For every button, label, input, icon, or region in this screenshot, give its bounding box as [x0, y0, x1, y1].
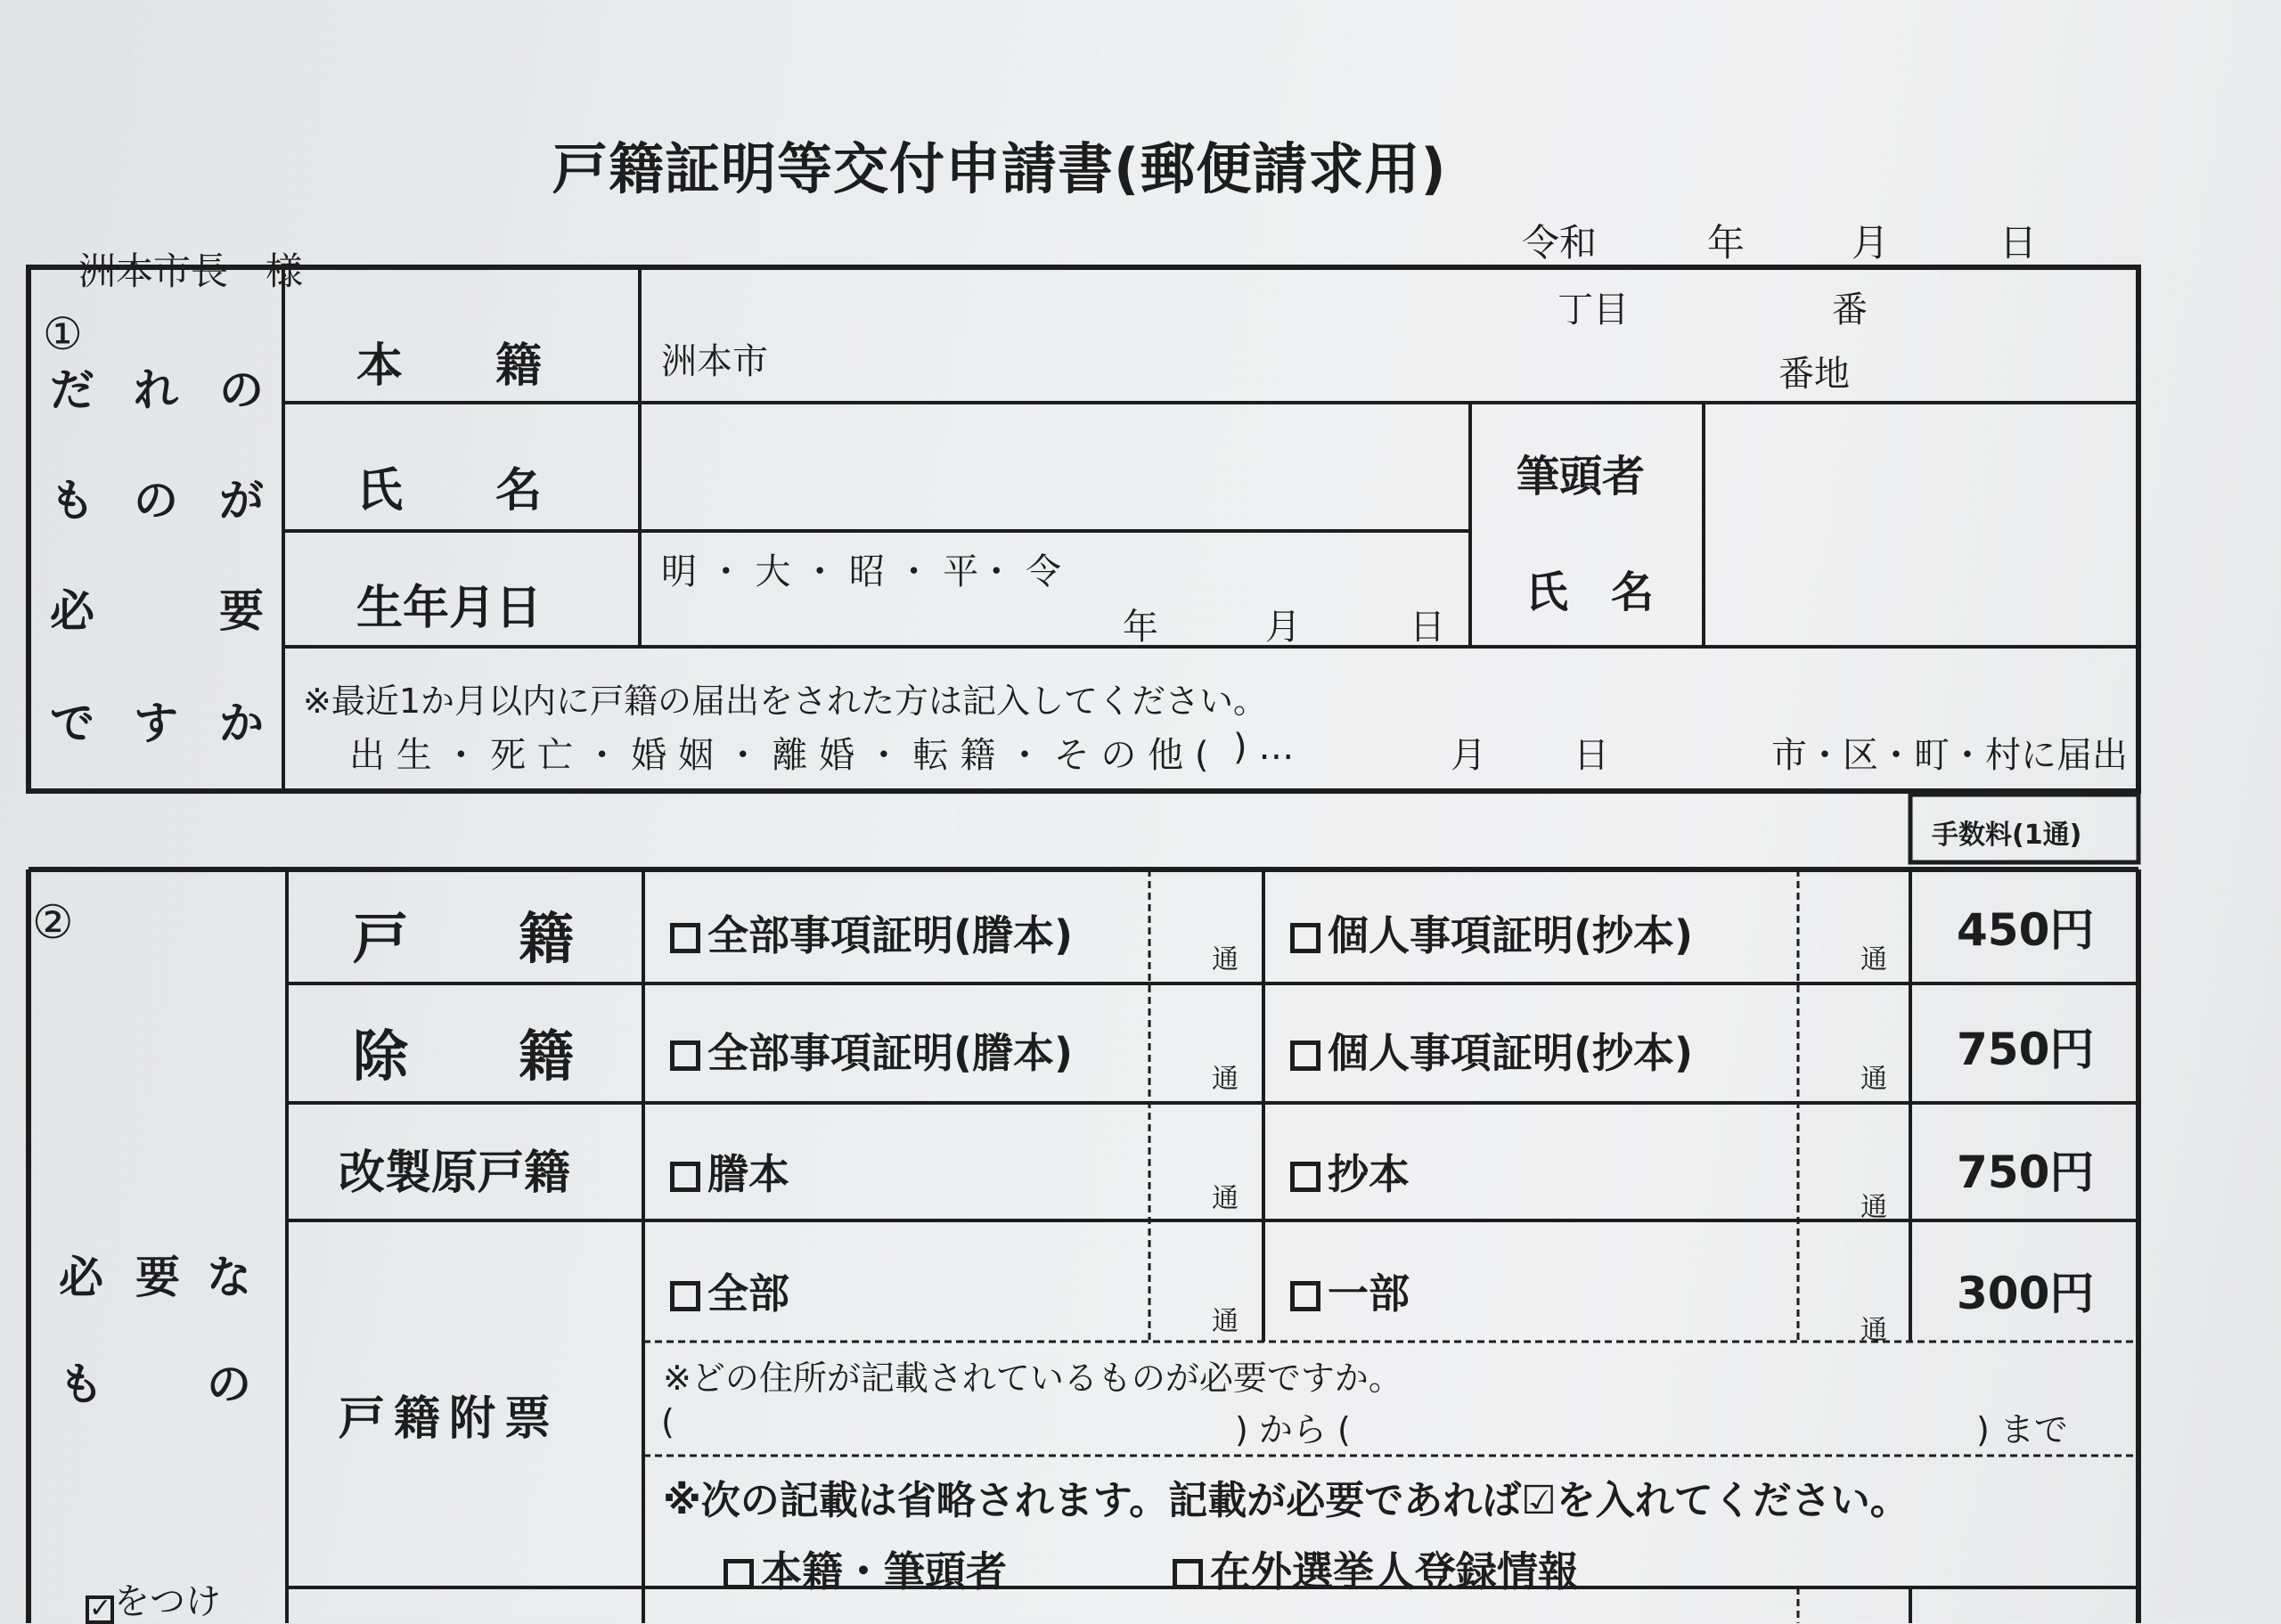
fee-fuhyo: 300円	[1957, 1268, 2095, 1319]
birth-eras[interactable]: 明 ・ 大 ・ 昭 ・ 平・ 令	[661, 551, 1062, 592]
events-office: 市・区・町・村に届出	[1771, 735, 2128, 776]
section2-number: ②	[32, 896, 74, 950]
birth-year: 年	[1123, 607, 1158, 648]
tsu-label: 通	[1212, 944, 1239, 975]
option-ichibu-fuhyo[interactable]	[1290, 1261, 1410, 1320]
fuhyo-from-field[interactable]	[675, 1363, 1228, 1452]
tsu-label: 通	[1212, 1306, 1239, 1337]
fuhyo-to-field[interactable]	[1372, 1363, 1960, 1452]
option-label: 抄本	[1328, 1150, 1410, 1198]
side2-char: 要	[135, 1252, 180, 1303]
option-zenbu-joseki[interactable]	[670, 1021, 1073, 1080]
side2-bottom	[86, 1573, 221, 1624]
row-label-koseki: 戸 籍	[353, 906, 575, 971]
events-close: ) …	[1233, 727, 1295, 768]
option-tohon-kaisei[interactable]	[670, 1142, 789, 1201]
side2-char: も	[59, 1359, 103, 1410]
birth-month: 月	[1265, 607, 1301, 648]
date-month: 月	[1852, 221, 1890, 265]
option-label: 一部	[1328, 1269, 1410, 1318]
side-char: だ	[50, 364, 94, 416]
head-label-1: 筆頭者	[1517, 452, 1646, 502]
fuhyo-open: (	[661, 1402, 674, 1441]
date-day: 日	[1999, 221, 2038, 265]
checkbox-icon[interactable]	[670, 923, 700, 953]
option-label: 個人事項証明(抄本)	[1328, 911, 1694, 959]
date-year: 年	[1707, 221, 1745, 265]
side-char: 要	[219, 585, 264, 637]
checkbox-icon[interactable]	[670, 1041, 700, 1071]
chome-label: 丁目	[1557, 290, 1629, 331]
omit-notice: ※次の記載は省略されます。記載が必要であれば☑を入れてください。	[663, 1478, 1909, 1523]
events-day: 日	[1574, 735, 1609, 776]
option-label: 全部	[707, 1269, 789, 1318]
tsu-label: 通	[1860, 1064, 1887, 1095]
tsu-label: 通	[1212, 1064, 1239, 1095]
option-label: 謄本	[707, 1150, 789, 1198]
birth-day: 日	[1410, 607, 1445, 648]
option-label: 本籍・筆頭者	[761, 1547, 1007, 1595]
side-char: の	[219, 364, 264, 416]
side2-char: の	[207, 1359, 251, 1410]
option-label: 全部事項証明(謄本)	[707, 911, 1074, 959]
tsu-label: 通	[1212, 1183, 1239, 1214]
option-shohon-kaisei[interactable]	[1290, 1142, 1410, 1201]
option-label: 全部事項証明(謄本)	[707, 1029, 1074, 1077]
date-era: 令和	[1522, 221, 1598, 265]
option-label: 在外選挙人登録情報	[1210, 1547, 1579, 1595]
head-name-field[interactable]	[1709, 408, 2133, 643]
side-char: で	[50, 698, 94, 749]
side-char: の	[134, 475, 178, 526]
honseki-label: 本 籍	[356, 339, 543, 393]
option-label: 個人事項証明(抄本)	[1328, 1029, 1694, 1077]
section1-number: ①	[43, 308, 83, 360]
banchi-label: 番地	[1778, 354, 1850, 395]
option-zenbu-fuhyo[interactable]	[670, 1261, 789, 1320]
row-label-joseki: 除 籍	[353, 1024, 575, 1089]
row-label-kaisei: 改製原戸籍	[339, 1147, 571, 1200]
addressee: 洲本市長 様	[78, 249, 304, 293]
fee-kaisei: 750円	[1957, 1147, 2095, 1198]
birth-label: 生年月日	[356, 582, 543, 635]
tsu-label: 通	[1860, 1192, 1887, 1223]
events-month: 月	[1451, 735, 1486, 776]
checkbox-icon[interactable]	[1290, 923, 1320, 953]
ban-label: 番	[1832, 290, 1868, 331]
fuhyo-to: ) まで	[1976, 1410, 2068, 1449]
checkbox-icon[interactable]	[670, 1281, 700, 1311]
honseki-value[interactable]: 洲本市	[661, 341, 768, 382]
check-mark-icon: ✓	[86, 1595, 114, 1624]
name-field[interactable]	[645, 408, 1465, 527]
checkbox-icon[interactable]	[1290, 1041, 1320, 1071]
fuhyo-from: ) から (	[1235, 1410, 1351, 1449]
checkbox-icon[interactable]	[1290, 1281, 1320, 1311]
side-char: か	[219, 698, 264, 749]
checkbox-icon[interactable]	[1173, 1559, 1203, 1589]
side-char: す	[134, 698, 178, 749]
fee-joseki: 750円	[1957, 1024, 2095, 1075]
omit-option-zaigai[interactable]	[1173, 1539, 1579, 1598]
option-kojin-koseki[interactable]	[1290, 903, 1693, 962]
side2-bottom-text: をつけ	[114, 1581, 221, 1622]
tsu-label: 通	[1860, 944, 1887, 975]
side-char: が	[219, 475, 264, 526]
side-char: も	[50, 475, 94, 526]
side-char: 必	[50, 585, 94, 637]
option-zenbu-koseki[interactable]	[670, 903, 1073, 962]
events-list[interactable]: 出 生 ・ 死 亡 ・ 婚 姻 ・ 離 婚 ・ 転 籍 ・ そ の 他 (	[349, 735, 1209, 776]
checkbox-icon[interactable]	[670, 1162, 700, 1192]
option-kojin-joseki[interactable]	[1290, 1021, 1693, 1080]
fee-koseki: 450円	[1957, 904, 2095, 956]
omit-option-honseki[interactable]	[724, 1539, 1007, 1598]
row-label-fuhyo: 戸籍附票	[339, 1392, 560, 1446]
side2-char: 必	[59, 1252, 103, 1303]
head-label-2: 氏 名	[1525, 567, 1655, 617]
fuhyo-question: ※どの住所が記載されているものが必要ですか。	[663, 1359, 1402, 1398]
tsu-label: 通	[1860, 1315, 1887, 1346]
side2-char: な	[207, 1252, 251, 1303]
fee-header: 手数料(1通)	[1932, 820, 2082, 851]
form-title: 戸籍証明等交付申請書(郵便請求用)	[552, 136, 1447, 201]
name-label: 氏 名	[356, 464, 543, 518]
checkbox-icon[interactable]	[724, 1559, 754, 1589]
checkbox-icon[interactable]	[1290, 1162, 1320, 1192]
notice-text: ※最近1か月以内に戸籍の届出をされた方は記入してください。	[303, 681, 1268, 721]
side-char: れ	[134, 364, 178, 416]
